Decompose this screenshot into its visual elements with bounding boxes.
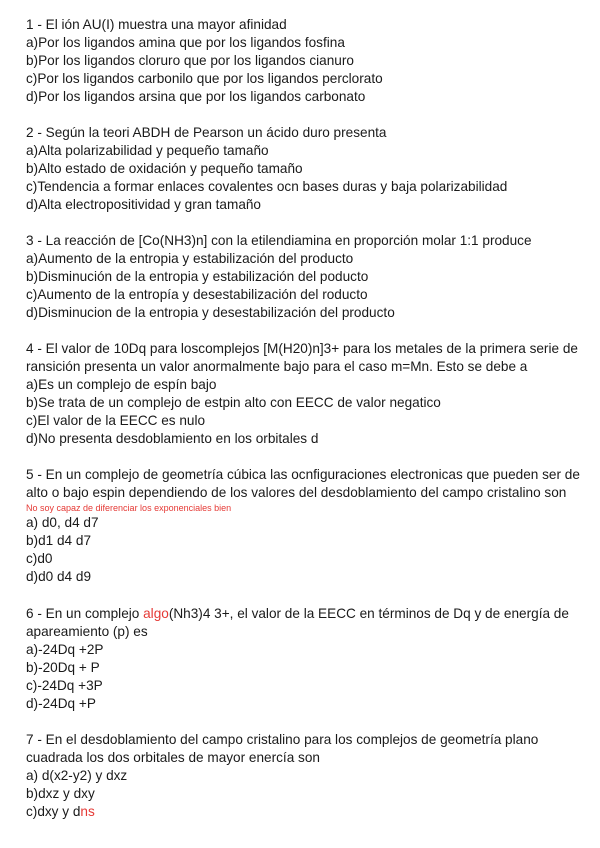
- option-b: b)Por los ligandos cloruro que por los ligandos cianuro: [26, 53, 354, 68]
- question-stem: 3 - La reacción de [Co(NH3)n] con la etilendiamina en proporción molar 1:1 produce: [26, 233, 532, 248]
- option-b: b)Alto estado de oxidación y pequeño tamaño: [26, 161, 303, 176]
- option-b: b)dxz y dxy: [26, 786, 95, 801]
- stem-text: 6 - En un complejo: [26, 606, 144, 621]
- option-a: a)Aumento de la entropia y estabilización del producto: [26, 251, 354, 266]
- option-d: d)Disminucion de la entropia y desestabilización del producto: [26, 305, 395, 320]
- option-c: c)Aumento de la entropía y desestabilización del roducto: [26, 287, 368, 302]
- option-c: c)Por los ligandos carbonilo que por los ligandos perclorato: [26, 71, 383, 86]
- highlighted-text: ns: [80, 804, 95, 819]
- option-a: a) d0, d4 d7: [26, 515, 99, 530]
- option-d: d)No presenta desdoblamiento en los orbitales d: [26, 431, 319, 446]
- question-2: [26, 124, 586, 214]
- question-stem: 7 - En el desdoblamiento del campo cristalino para los complejos de geometría plano cuadrada los dos orbitales de mayor enercía son: [26, 732, 539, 765]
- option-b: b)Disminución de la entropia y estabilización del poducto: [26, 269, 369, 284]
- question-stem: 4 - El valor de 10Dq para loscomplejos [M(H20)n]3+ para los metales de la primera serie de ransición presenta un valor anormalmente bajo para el caso m=Mn. Esto se debe a: [26, 341, 578, 374]
- question-stem: 2 - Según la teori ABDH de Pearson un ácido duro presenta: [26, 125, 387, 140]
- option-b: b)-20Dq + P: [26, 660, 100, 675]
- highlighted-text: algo: [143, 606, 169, 621]
- option-d: d)Alta electropositividad y gran tamaño: [26, 197, 261, 212]
- question-stem: 1 - El ión AU(I) muestra una mayor afinidad: [26, 17, 287, 32]
- stem-text: (Nh3)4 3+, el valor de la EECC en términos de Dq y de energía de apareamiento (p) es: [26, 606, 569, 639]
- option-b: b)Se trata de un complejo de estpin alto con EECC de valor negatico: [26, 395, 441, 410]
- option-b: b)d1 d4 d7: [26, 533, 92, 548]
- option-d: d)d0 d4 d9: [26, 569, 92, 584]
- option-text: c)dxy y d: [26, 804, 81, 819]
- question-stem: 5 - En un complejo de geometría cúbica las ocnfiguraciones electronicas que pueden ser de alto o bajo espin dependiendo de los valores del desdoblamiento del campo cristalino son: [26, 467, 580, 500]
- option-c: [26, 803, 586, 821]
- question-1: [26, 16, 586, 106]
- option-c: c)El valor de la EECC es nulo: [26, 413, 206, 428]
- question-5: [26, 466, 586, 586]
- option-a: a)-24Dq +2P: [26, 642, 104, 657]
- question-3: [26, 232, 586, 322]
- option-c: c)Tendencia a formar enlaces covalentes ocn bases duras y baja polarizabilidad: [26, 179, 508, 194]
- question-7: [26, 731, 586, 821]
- option-c: c)-24Dq +3P: [26, 678, 103, 693]
- option-d: d)Por los ligandos arsina que por los ligandos carbonato: [26, 89, 366, 104]
- option-d: d)-24Dq +P: [26, 696, 96, 711]
- option-c: c)d0: [26, 551, 53, 566]
- question-stem: [26, 605, 586, 641]
- option-a: a)Es un complejo de espín bajo: [26, 377, 217, 392]
- option-a: a) d(x2-y2) y dxz: [26, 768, 128, 783]
- option-a: a)Alta polarizabilidad y pequeño tamaño: [26, 143, 269, 158]
- question-6: [26, 605, 586, 713]
- option-a: a)Por los ligandos amina que por los ligandos fosfina: [26, 35, 345, 50]
- question-4: [26, 340, 586, 448]
- annotation-note: No soy capaz de diferenciar los exponenciales bien: [26, 503, 232, 513]
